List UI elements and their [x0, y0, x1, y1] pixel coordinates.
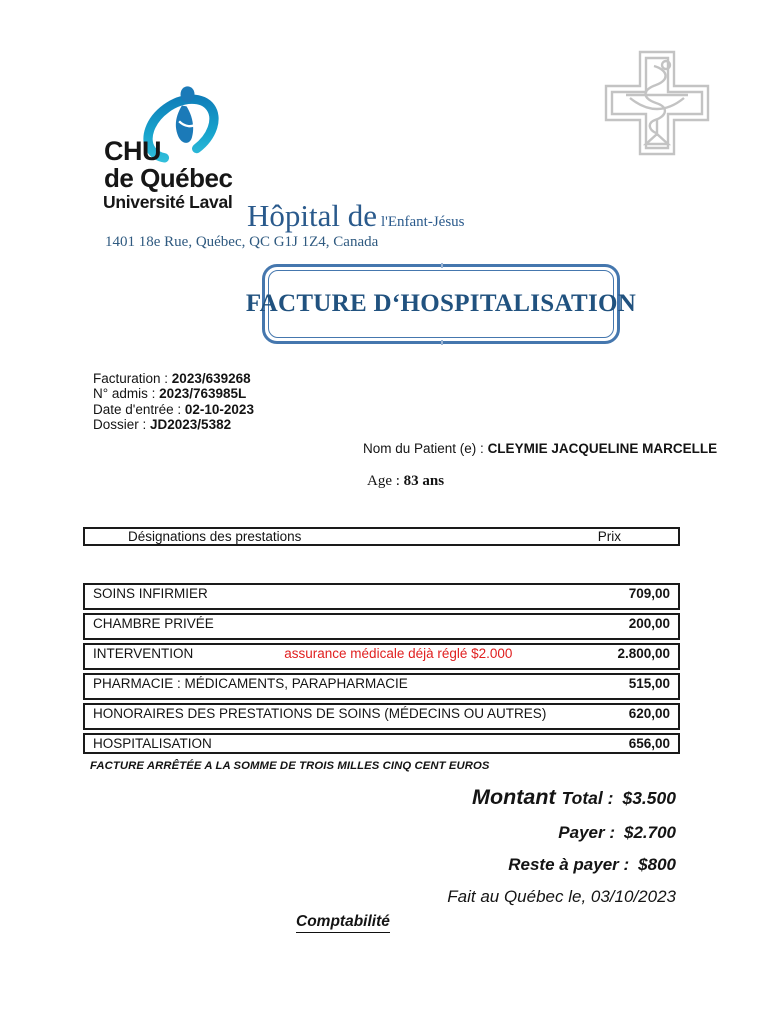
table-header [83, 527, 680, 546]
logo-line-1: CHU [104, 136, 161, 166]
table-row [83, 583, 680, 610]
row-price: 620,00 [628, 706, 670, 721]
patient-name-line [363, 441, 717, 456]
total-label: Total : [561, 788, 614, 808]
balance-label: Reste à payer : [508, 855, 630, 874]
table-row [83, 703, 680, 730]
info-label: Facturation : [93, 371, 172, 386]
pharmacy-cross-icon [592, 46, 722, 164]
info-value: JD2023/5382 [150, 417, 232, 433]
table-row [83, 613, 680, 640]
hospital-address: 1401 18e Rue, Québec, QC G1J 1Z4, Canada [105, 234, 379, 250]
row-designation: SOINS INFIRMIER [93, 586, 208, 601]
invoice-info-block [93, 371, 254, 433]
table-body [83, 583, 680, 757]
paid-label: Payer : [558, 823, 615, 842]
invoice-title: FACTURE D‘HOSPITALISATION [245, 290, 637, 317]
info-label: N° admis : [93, 386, 160, 402]
patient-age-label: Age : [367, 473, 404, 489]
row-price: 656,00 [628, 736, 670, 751]
row-note-insurance: assurance médicale déjà réglé $2.000 [284, 646, 513, 661]
banner-tick-top [441, 263, 443, 268]
banner-tick-bottom [441, 340, 443, 345]
info-value: 02-10-2023 [184, 401, 254, 417]
info-label: Dossier : [93, 417, 151, 433]
amount-in-words: FACTURE ARRÊTÉE A LA SOMME DE TROIS MILLES CINQ CENT EUROS [90, 760, 490, 772]
table-row [83, 643, 680, 670]
logo-line-2: de Québec [104, 163, 233, 193]
info-value: 2023/639268 [171, 371, 251, 386]
table-row [83, 733, 680, 754]
accounting-footer: Comptabilité [296, 913, 390, 933]
row-designation: CHAMBRE PRIVÉE [93, 616, 214, 631]
row-price: 709,00 [628, 586, 670, 601]
row-designation: PHARMACIE : MÉDICAMENTS, PARAPHARMACIE [93, 676, 408, 691]
header-price: Prix [597, 529, 621, 544]
paid-value: $2.700 [624, 823, 676, 842]
hospital-name [247, 198, 465, 234]
row-price: 2.800,00 [617, 646, 670, 661]
balance-value: $800 [638, 855, 676, 874]
row-designation: HONORAIRES DES PRESTATIONS DE SOINS (MÉDECINS OU AUTRES) [93, 706, 547, 721]
table-row [83, 673, 680, 700]
invoice-info-line [93, 386, 254, 401]
invoice-info-line [93, 417, 254, 432]
montant-word: Montant [472, 785, 556, 809]
invoice-info-line [93, 402, 254, 417]
patient-name-value: CLEYMIE JACQUELINE MARCELLE [487, 441, 718, 456]
hospital-name-large: Hôpital de [247, 198, 377, 233]
hospital-name-small: l'Enfant-Jésus [381, 214, 465, 230]
issued-at-line: Fait au Québec le, 03/10/2023 [447, 887, 676, 906]
total-value: $3.500 [622, 788, 676, 808]
patient-age-line [367, 473, 444, 490]
banner-inner-border [245, 270, 637, 338]
total-line [472, 785, 676, 810]
info-value: 2023/763985L [159, 386, 247, 402]
row-designation: INTERVENTION [93, 646, 194, 661]
row-price: 200,00 [628, 616, 670, 631]
invoice-info-line [93, 371, 254, 386]
patient-age-value: 83 ans [403, 473, 445, 489]
logo-line-3: Université Laval [103, 192, 233, 212]
patient-name-label: Nom du Patient (e) : [363, 441, 488, 456]
invoice-banner [245, 264, 637, 344]
header-designation: Désignations des prestations [128, 529, 302, 544]
balance-line [508, 855, 676, 875]
paid-line [558, 823, 676, 843]
info-label: Date d'entrée : [93, 401, 185, 417]
row-designation: HOSPITALISATION [93, 736, 212, 751]
row-price: 515,00 [628, 676, 670, 691]
